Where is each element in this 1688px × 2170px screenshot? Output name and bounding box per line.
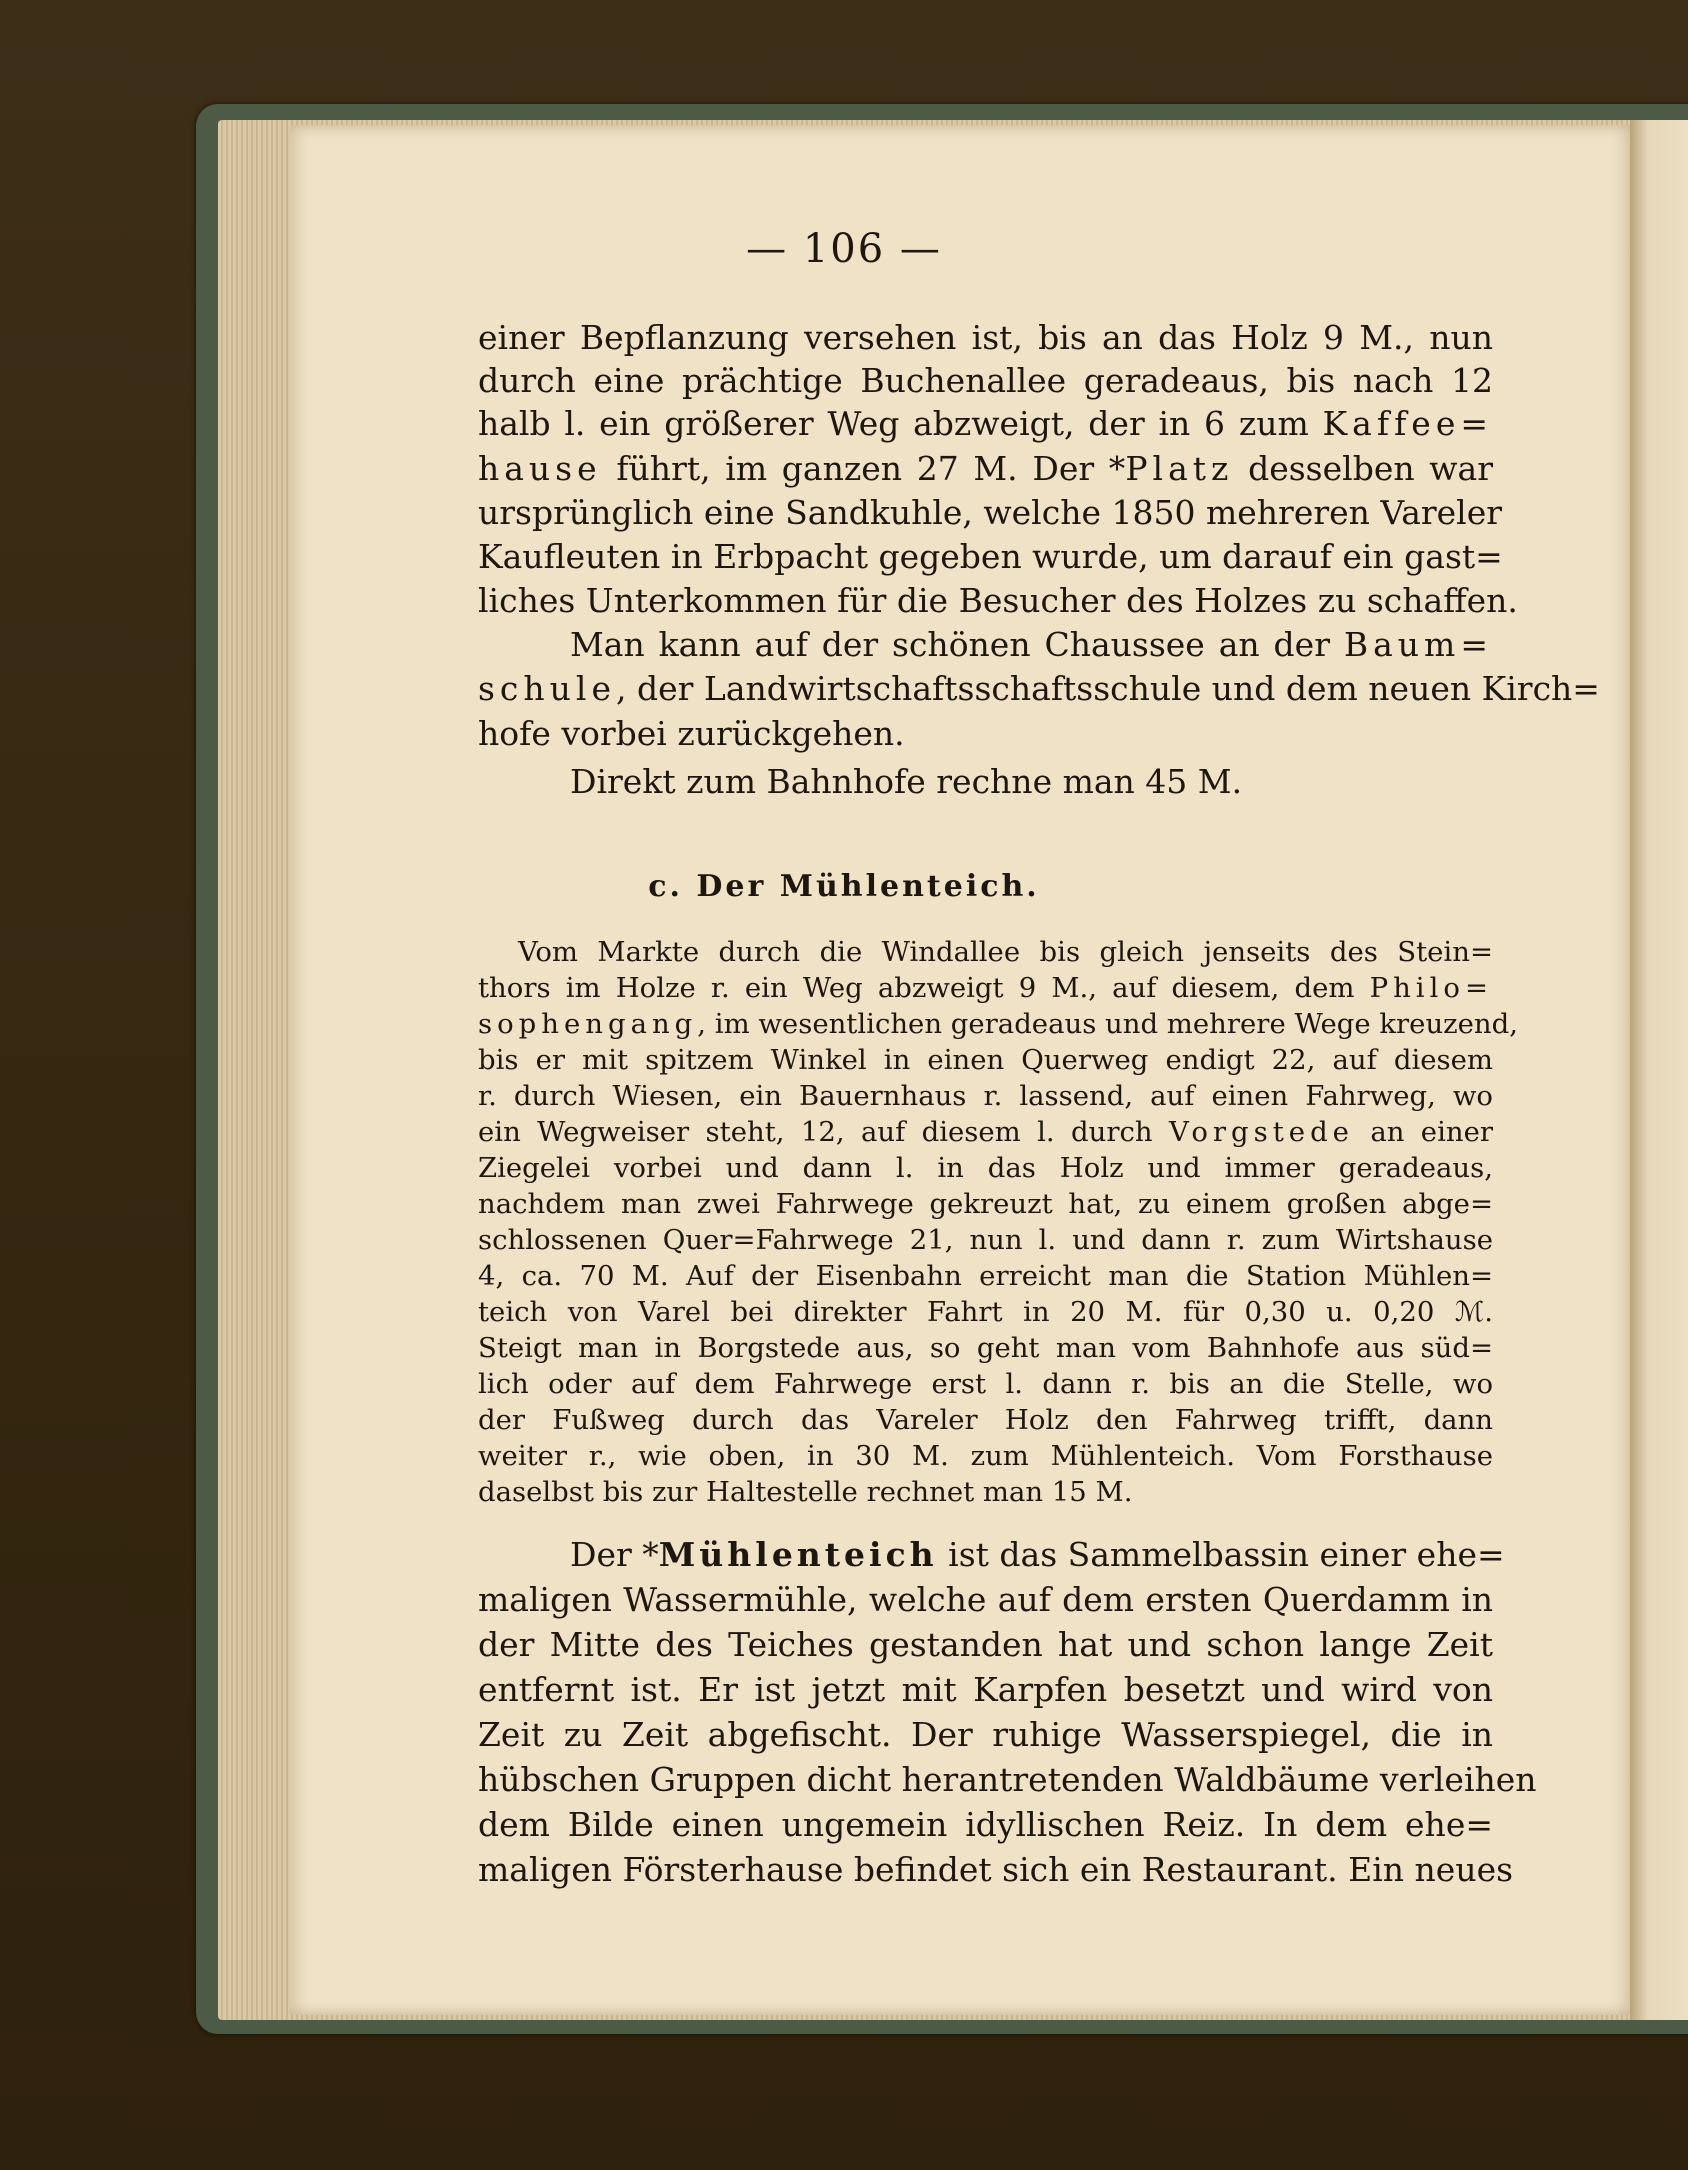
small-text-line: daselbst bis zur Haltestelle rechnet man 15 M. bbox=[478, 1476, 1133, 1508]
spaced-word: Kaffee= bbox=[1322, 404, 1493, 443]
spaced-word: Vorgstede bbox=[1168, 1116, 1354, 1148]
text-line: Zeit zu Zeit abgefischt. Der ruhige Wasserspiegel, die in bbox=[478, 1715, 1493, 1754]
section-heading: c. Der Mühlenteich. bbox=[648, 869, 1040, 904]
small-text-line: lich oder auf dem Fahrwege erst l. dann r. bis an die Stelle, wo bbox=[478, 1368, 1493, 1400]
small-text-line: Vom Markte durch die Windallee bis gleich jenseits des Stein= bbox=[518, 936, 1493, 968]
text-line: hübschen Gruppen dicht herantretenden Waldbäume verleihen bbox=[478, 1760, 1537, 1799]
text-line: maligen Försterhause befindet sich ein Restaurant. Ein neues bbox=[478, 1850, 1514, 1889]
text-line: maligen Wassermühle, welche auf dem ersten Querdamm in bbox=[478, 1580, 1493, 1619]
text-line: Direkt zum Bahnhofe rechne man 45 M. bbox=[570, 762, 1243, 801]
small-text-line: nachdem man zwei Fahrwege gekreuzt hat, zu einem großen abge= bbox=[478, 1188, 1493, 1220]
text-line: Kaufleuten in Erbpacht gegeben wurde, um darauf ein gast= bbox=[478, 537, 1503, 576]
spaced-word: sophengang bbox=[478, 1008, 698, 1040]
text-line: ursprünglich eine Sandkuhle, welche 1850 mehreren Vareler bbox=[478, 493, 1503, 532]
spaced-word: hause bbox=[478, 449, 602, 488]
small-text-line: thors im Holze r. ein Weg abzweigt 9 M., auf diesem, dem Philo= bbox=[478, 972, 1493, 1004]
small-text-line: der Fußweg durch das Vareler Holz den Fahrweg trifft, dann bbox=[478, 1404, 1493, 1436]
small-text-line: teich von Varel bei direkter Fahrt in 20 M. für 0,30 u. 0,20 ℳ. bbox=[478, 1296, 1493, 1328]
facing-page bbox=[1630, 120, 1688, 2020]
small-text-line: weiter r., wie oben, in 30 M. zum Mühlenteich. Vom Forsthause bbox=[478, 1440, 1493, 1472]
spaced-word: schule bbox=[478, 669, 617, 708]
small-text-line: sophengang, im wesentlichen geradeaus und mehrere Wege kreuzend, bbox=[478, 1008, 1518, 1040]
text-line: Man kann auf der schönen Chaussee an der Baum= bbox=[570, 625, 1493, 664]
small-text-line: bis er mit spitzem Winkel in einen Querweg endigt 22, auf diesem bbox=[478, 1044, 1493, 1076]
small-text-line: Steigt man in Borgstede aus, so geht man vom Bahnhofe aus süd= bbox=[478, 1332, 1493, 1364]
small-text-line: schlossenen Quer=Fahrwege 21, nun l. und dann r. zum Wirtshause bbox=[478, 1224, 1493, 1256]
text-line: hause führt, im ganzen 27 M. Der *Platz desselben war bbox=[478, 449, 1493, 488]
text-line: hofe vorbei zurückgehen. bbox=[478, 714, 905, 753]
text-line: schule, der Landwirtschaftsschaftsschule und dem neuen Kirch= bbox=[478, 669, 1600, 708]
page-number: — 106 — bbox=[746, 226, 942, 272]
text-line: einer Bepflanzung versehen ist, bis an das Holz 9 M., nun bbox=[478, 318, 1493, 357]
small-text-line: 4, ca. 70 M. Auf der Eisenbahn erreicht man die Station Mühlen= bbox=[478, 1260, 1493, 1292]
text-line: durch eine prächtige Buchenallee geradeaus, bis nach 12 bbox=[478, 361, 1493, 400]
text-line: dem Bilde einen ungemein idyllischen Reiz. In dem ehe= bbox=[478, 1805, 1493, 1844]
text-line: der Mitte des Teiches gestanden hat und schon lange Zeit bbox=[478, 1625, 1493, 1664]
spaced-word: Platz bbox=[1125, 449, 1234, 488]
small-text-line: r. durch Wiesen, ein Bauernhaus r. lassend, auf einen Fahrweg, wo bbox=[478, 1080, 1493, 1112]
text-line: liches Unterkommen für die Besucher des Holzes zu schaffen. bbox=[478, 581, 1518, 620]
text-line: entfernt ist. Er ist jetzt mit Karpfen besetzt und wird von bbox=[478, 1670, 1493, 1709]
small-text-line: ein Wegweiser steht, 12, auf diesem l. durch Vorgstede an einer bbox=[478, 1116, 1493, 1148]
spaced-word: Philo= bbox=[1369, 972, 1493, 1004]
bold-spaced-word: Mühlenteich bbox=[658, 1535, 938, 1574]
text-line: Der *Mühlenteich ist das Sammelbassin einer ehe= bbox=[570, 1535, 1505, 1574]
text-line: halb l. ein größerer Weg abzweigt, der in 6 zum Kaffee= bbox=[478, 404, 1493, 443]
small-text-line: Ziegelei vorbei und dann l. in das Holz und immer geradeaus, bbox=[478, 1152, 1493, 1184]
spaced-word: Baum= bbox=[1343, 625, 1493, 664]
